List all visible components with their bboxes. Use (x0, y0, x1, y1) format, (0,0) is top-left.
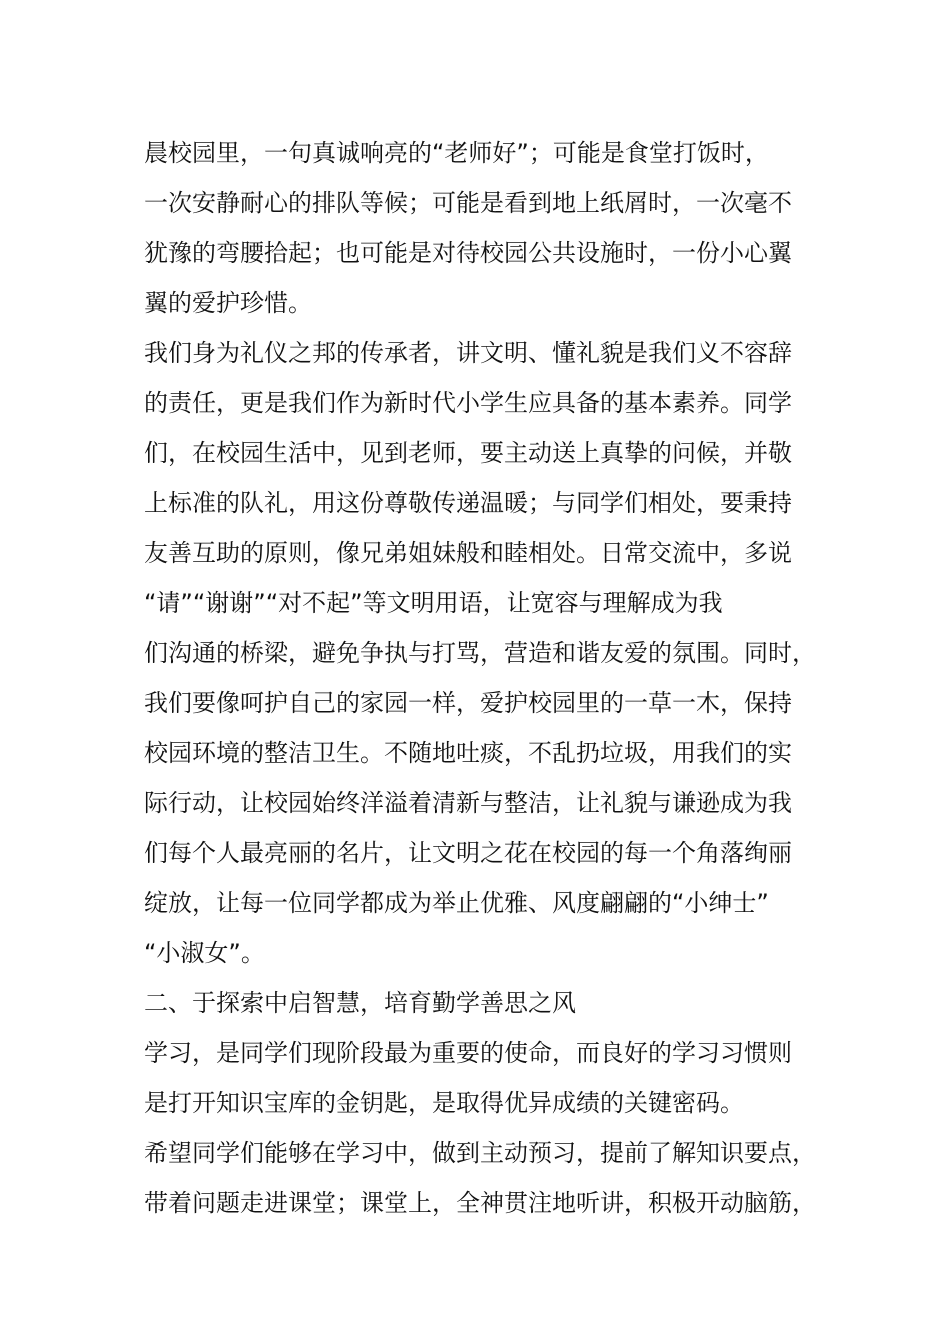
text-line: 学习，是同学们现阶段最为重要的使命，而良好的学习习惯则 (144, 1039, 792, 1067)
text-line: 们每个人最亮丽的名片，让文明之花在校园的每一个角落绚丽 (144, 839, 792, 867)
section-heading: 二、于探索中启智慧，培育勤学善思之风 (144, 989, 576, 1017)
text-line: 晨校园里，一句真诚响亮的“老师好”；可能是食堂打饭时， (144, 139, 769, 167)
text-line: 友善互助的原则，像兄弟姐妹般和睦相处。日常交流中，多说 (144, 539, 792, 567)
text-line: 绽放，让每一位同学都成为举止优雅、风度翩翩的“小绅士” (144, 889, 769, 917)
text-line: 翼的爱护珍惜。 (144, 289, 312, 317)
body-text (144, 128, 834, 1228)
text-line: 校园环境的整洁卫生。不随地吐痰，不乱扔垃圾，用我们的实 (144, 739, 792, 767)
text-line: 们沟通的桥梁，避免争执与打骂，营造和谐友爱的氛围。同时， (144, 639, 816, 667)
text-line: 际行动，让校园始终洋溢着清新与整洁，让礼貌与谦逊成为我 (144, 789, 792, 817)
text-line: 犹豫的弯腰拾起；也可能是对待校园公共设施时，一份小心翼 (144, 239, 792, 267)
text-line: 是打开知识宝库的金钥匙，是取得优异成绩的关键密码。 (144, 1089, 744, 1117)
text-line: 的责任，更是我们作为新时代小学生应具备的基本素养。同学 (144, 389, 792, 417)
text-line: “请”“谢谢”“对不起”等文明用语，让宽容与理解成为我 (144, 589, 723, 617)
text-line: “小淑女”。 (144, 939, 265, 967)
text-line: 们，在校园生活中，见到老师，要主动送上真挚的问候，并敬 (144, 439, 792, 467)
text-line: 一次安静耐心的排队等候；可能是看到地上纸屑时，一次毫不 (144, 189, 792, 217)
text-line: 希望同学们能够在学习中，做到主动预习，提前了解知识要点， (144, 1139, 816, 1167)
text-line: 我们要像呵护自己的家园一样，爱护校园里的一草一木，保持 (144, 689, 792, 717)
text-line: 上标准的队礼，用这份尊敬传递温暖；与同学们相处，要秉持 (144, 489, 792, 517)
text-line: 我们身为礼仪之邦的传承者，讲文明、懂礼貌是我们义不容辞 (144, 339, 792, 367)
text-line: 带着问题走进课堂；课堂上，全神贯注地听讲，积极开动脑筋， (144, 1189, 816, 1217)
